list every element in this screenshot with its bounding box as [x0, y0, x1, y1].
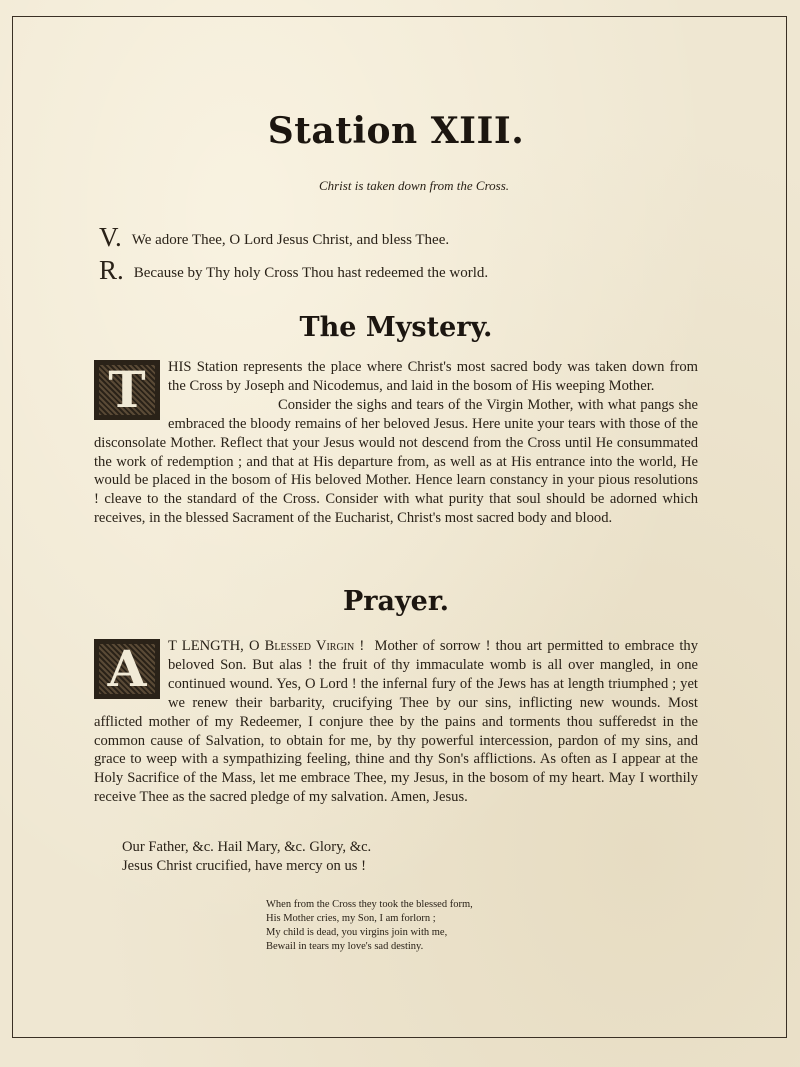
response-letter: R. — [99, 255, 124, 285]
closing-verse — [266, 898, 473, 954]
prayer-heading: Prayer. — [342, 586, 450, 617]
station-subtitle: Christ is taken down from the Cross. — [318, 178, 510, 193]
versicle — [99, 222, 449, 253]
prayer-dropcap — [94, 639, 160, 699]
response — [99, 255, 488, 286]
mystery-body-text: Consider the sighs and tears of the Virgin Mother, with what pangs she embraced the bloody remains of her beloved Jesus. Here unite your tears with those of the disconsolate Mother. Reflect that your Jesus would not descend from the Cross until He consummated the work of redemption ; and that at His departure from, as well as at His entrance into the world, He would be placed in the bosom of His beloved Mother. Hence learn constancy in your pious resolutions ! cleave to the standard of the Cross. Consider with what purity that soul should be adorned which receives, in the blessed Sacrament of the Eucharist, Christ's most sacred body and blood. — [94, 396, 698, 527]
prayer-paragraph — [94, 637, 698, 807]
verse-line-1: When from the Cross they took the blessed form, — [266, 899, 473, 910]
verse-line-4: Bewail in tears my love's sad destiny. — [266, 941, 424, 952]
verse-line-3: My child is dead, you virgins join with me, — [266, 927, 448, 938]
mystery-heading: The Mystery. — [299, 312, 493, 343]
mystery-dropcap-letter: T — [108, 360, 146, 419]
response-text: Because by Thy holy Cross Thou hast redeemed the world. — [133, 265, 489, 281]
closing-prayers — [94, 838, 371, 876]
closing-line-1: Our Father, &c. Hail Mary, &c. Glory, &c. — [122, 839, 372, 855]
prayer-lead-text: T LENGTH, O Blessed Virgin ! — [168, 638, 365, 654]
closing-line-2: Jesus Christ crucified, have mercy on us ! — [122, 858, 366, 874]
prayer-dropcap-letter: A — [107, 639, 147, 698]
mystery-lead-text: HIS Station represents the place where Christ's most sacred body was taken down from the Cross by Joseph and Nicodemus, and laid in the bosom of His weeping Mother. — [168, 359, 698, 394]
verse-line-2: His Mother cries, my Son, I am forlorn ; — [266, 913, 436, 924]
versicle-letter: V. — [99, 222, 122, 252]
page-title: Station XIII. — [267, 110, 525, 152]
mystery-paragraph — [94, 358, 698, 528]
mystery-dropcap — [94, 360, 160, 420]
prayer-body-text: Mother of sorrow ! thou art permitted to embrace thy beloved Son. But alas ! the fruit of thy immaculate womb is all over mangled, in one continued wound. Yes, O Lord ! the infernal fury of the Jews has at length triumphed ; yet we renew their barbarity, crucifying Thee by our sins, inflicting new wounds. Most afflicted mother of my Redeemer, I conjure thee by the pains and torments thou sufferedst in the common cause of Salvation, to obtain for me, by thy powerful intercession, pardon of my sins, and grace to weep with a sympathizing feeling, thine and thy Son's afflictions. As often as I appear at the Holy Sacrifice of the Mass, let me embrace Thee, my Jesus, in the bosom of my heart. May I worthily receive Thee as the sacred pledge of my salvation. Amen, Jesus. — [94, 638, 699, 806]
versicle-text: We adore Thee, O Lord Jesus Christ, and bless Thee. — [131, 232, 450, 248]
